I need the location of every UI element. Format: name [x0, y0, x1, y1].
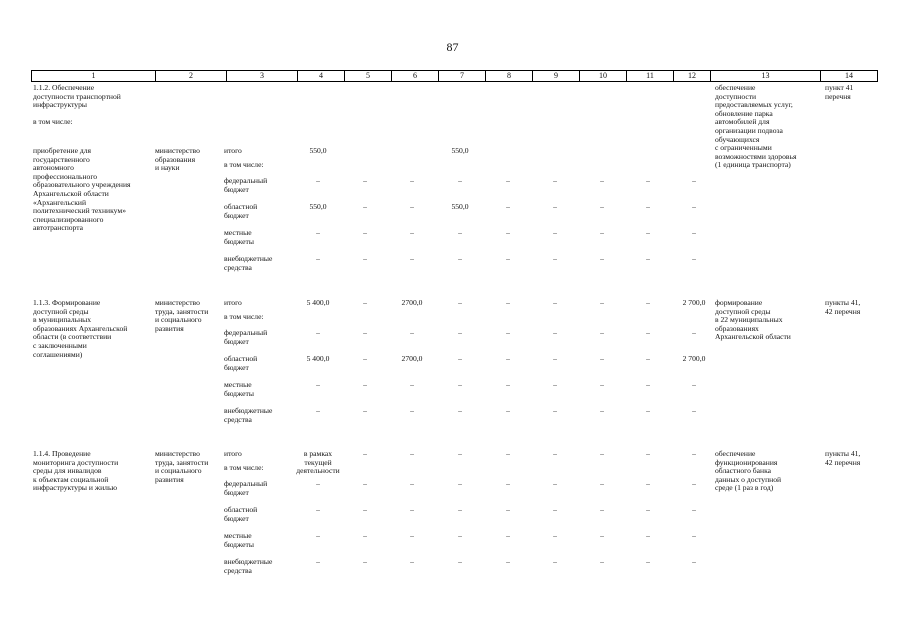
funding-value-col12: –	[692, 449, 696, 458]
funding-value-col9: –	[553, 406, 557, 415]
funding-value-col4: в рамках текущей деятельности	[296, 449, 340, 476]
funding-value-col11: –	[646, 449, 650, 458]
col-header-12: 12	[673, 71, 710, 81]
row-ref-1-1-3: пункты 41, 42 перечня	[825, 298, 861, 316]
funding-value-col11: –	[646, 557, 650, 566]
funding-value-col8: –	[506, 380, 510, 389]
row-name-subitem: приобретение для государственного автономного профессионального образовательного учреждения Архангельской области «Архангельский политехнический техникум» специализированного автотранспорта	[33, 146, 131, 233]
funding-value-col10: –	[600, 298, 604, 307]
funding-value-col4: 550,0	[309, 146, 327, 155]
funding-value-col10: –	[600, 380, 604, 389]
funding-value-col6: –	[410, 202, 414, 211]
col-header-9: 9	[532, 71, 579, 81]
funding-line-label: внебюджетные средства	[224, 254, 273, 272]
funding-value-col7: 550,0	[451, 202, 469, 211]
funding-value-col6: –	[410, 254, 414, 263]
funding-value-col10: –	[600, 254, 604, 263]
funding-line-label: местные бюджеты	[224, 228, 254, 246]
funding-value-col8: –	[506, 406, 510, 415]
funding-value-col5: –	[363, 176, 367, 185]
funding-value-col5: –	[363, 328, 367, 337]
funding-value-col6: –	[410, 176, 414, 185]
funding-value-col10: –	[600, 505, 604, 514]
funding-value-col9: –	[553, 354, 557, 363]
funding-value-col11: –	[646, 298, 650, 307]
funding-line-label: местные бюджеты	[224, 380, 254, 398]
funding-value-col9: –	[553, 479, 557, 488]
col-header-2: 2	[155, 71, 226, 81]
funding-value-col8: –	[506, 328, 510, 337]
funding-value-col9: –	[553, 228, 557, 237]
col-header-7: 7	[438, 71, 485, 81]
row-result-1-1-3: формирование доступной среды в 22 муниципальных образованиях Архангельской области	[715, 298, 791, 342]
row-ref-1-1-2: пункт 41 перечня	[825, 83, 854, 101]
funding-line-label: федеральный бюджет	[224, 176, 268, 194]
row-name-1-1-3: 1.1.3. Формирование доступной среды в муниципальных образованиях Архангельской области (в соответствии с заключенными соглашениями)	[33, 298, 128, 359]
funding-value-col10: –	[600, 479, 604, 488]
funding-line-label: итого	[224, 146, 242, 155]
funding-value-col6: –	[410, 380, 414, 389]
row-executor-1-1-3: министерство труда, занятости и социального развития	[155, 298, 209, 333]
funding-value-col11: –	[646, 202, 650, 211]
funding-value-col9: –	[553, 380, 557, 389]
funding-value-col5: –	[363, 380, 367, 389]
funding-value-col4: –	[316, 380, 320, 389]
funding-value-col8: –	[506, 202, 510, 211]
funding-value-col5: –	[363, 449, 367, 458]
funding-value-col10: –	[600, 406, 604, 415]
funding-value-col6: –	[410, 505, 414, 514]
funding-value-col9: –	[553, 202, 557, 211]
funding-value-col7: –	[458, 531, 462, 540]
funding-value-col7: –	[458, 228, 462, 237]
column-header-row	[31, 70, 878, 82]
col-header-11: 11	[626, 71, 673, 81]
funding-value-col8: –	[506, 254, 510, 263]
funding-value-col6: –	[410, 479, 414, 488]
funding-value-col7: –	[458, 380, 462, 389]
funding-value-col5: –	[363, 479, 367, 488]
funding-value-col5: –	[363, 505, 367, 514]
funding-line-label: итого	[224, 298, 242, 307]
funding-value-col4: –	[316, 228, 320, 237]
funding-line-label: местные бюджеты	[224, 531, 254, 549]
funding-line-label: в том числе:	[224, 463, 264, 472]
row-name-1-1-4: 1.1.4. Проведение мониторинга доступности среды для инвалидов к объектам социальной инфраструктуры и жилью	[33, 449, 119, 493]
row-name-1-1-2: 1.1.2. Обеспечение доступности транспортной инфраструктуры в том числе:	[33, 83, 121, 127]
funding-value-col10: –	[600, 228, 604, 237]
funding-value-col8: –	[506, 298, 510, 307]
funding-value-col5: –	[363, 298, 367, 307]
funding-value-col8: –	[506, 449, 510, 458]
funding-value-col6: –	[410, 406, 414, 415]
funding-value-col6: –	[410, 449, 414, 458]
funding-value-col11: –	[646, 531, 650, 540]
funding-value-col10: –	[600, 557, 604, 566]
funding-value-col6: –	[410, 228, 414, 237]
funding-value-col4: –	[316, 176, 320, 185]
col-header-8: 8	[485, 71, 532, 81]
funding-value-col12: –	[692, 202, 696, 211]
funding-value-col6: –	[410, 531, 414, 540]
funding-value-col12: –	[692, 176, 696, 185]
funding-value-col4: –	[316, 505, 320, 514]
funding-value-col7: –	[458, 298, 462, 307]
row-ref-1-1-4: пункты 41, 42 перечня	[825, 449, 861, 467]
funding-value-col6: –	[410, 557, 414, 566]
col-header-4: 4	[297, 71, 344, 81]
funding-value-col7: –	[458, 254, 462, 263]
funding-value-col5: –	[363, 228, 367, 237]
funding-value-col12: –	[692, 228, 696, 237]
funding-value-col8: –	[506, 479, 510, 488]
funding-line-label: федеральный бюджет	[224, 479, 268, 497]
funding-value-col8: –	[506, 228, 510, 237]
funding-value-col9: –	[553, 298, 557, 307]
funding-value-col4: 5 400,0	[306, 354, 330, 363]
row-executor-1-1-4: министерство труда, занятости и социального развития	[155, 449, 209, 484]
funding-value-col4: 5 400,0	[306, 298, 330, 307]
funding-value-col4: 550,0	[309, 202, 327, 211]
funding-value-col7: –	[458, 354, 462, 363]
funding-value-col10: –	[600, 354, 604, 363]
funding-value-col12: 2 700,0	[682, 298, 706, 307]
funding-value-col5: –	[363, 557, 367, 566]
col-header-13: 13	[710, 71, 820, 81]
funding-value-col10: –	[600, 328, 604, 337]
funding-value-col7: –	[458, 479, 462, 488]
funding-value-col11: –	[646, 479, 650, 488]
funding-value-col9: –	[553, 328, 557, 337]
funding-value-col7: 550,0	[451, 146, 469, 155]
funding-value-col11: –	[646, 176, 650, 185]
funding-value-col4: –	[316, 254, 320, 263]
funding-value-col4: –	[316, 328, 320, 337]
funding-line-label: внебюджетные средства	[224, 406, 273, 424]
funding-line-label: областной бюджет	[224, 202, 258, 220]
funding-line-label: в том числе:	[224, 160, 264, 169]
funding-value-col10: –	[600, 531, 604, 540]
row-result-1-1-2: обеспечение доступности предоставляемых услуг, обновление парка автомобилей для организации подвоза обучающихся с ограниченными возможностями здоровья (1 единица транспорта)	[715, 83, 797, 170]
funding-value-col9: –	[553, 254, 557, 263]
funding-value-col7: –	[458, 449, 462, 458]
funding-value-col7: –	[458, 406, 462, 415]
funding-value-col7: –	[458, 328, 462, 337]
funding-value-col5: –	[363, 354, 367, 363]
funding-line-label: внебюджетные средства	[224, 557, 273, 575]
funding-value-col12: –	[692, 479, 696, 488]
funding-value-col11: –	[646, 505, 650, 514]
funding-value-col11: –	[646, 254, 650, 263]
funding-line-label: итого	[224, 449, 242, 458]
funding-value-col5: –	[363, 531, 367, 540]
funding-value-col7: –	[458, 557, 462, 566]
funding-value-col5: –	[363, 406, 367, 415]
funding-value-col8: –	[506, 176, 510, 185]
funding-value-col10: –	[600, 449, 604, 458]
funding-value-col6: 2700,0	[401, 354, 423, 363]
row-result-1-1-4: обеспечение функционирования областного банка данных о доступной среде (1 раз в год)	[715, 449, 782, 493]
funding-value-col5: –	[363, 254, 367, 263]
col-header-5: 5	[344, 71, 391, 81]
funding-value-col9: –	[553, 505, 557, 514]
funding-value-col12: –	[692, 505, 696, 514]
funding-value-col11: –	[646, 228, 650, 237]
funding-line-label: областной бюджет	[224, 354, 258, 372]
funding-value-col12: –	[692, 557, 696, 566]
funding-value-col11: –	[646, 406, 650, 415]
funding-value-col8: –	[506, 531, 510, 540]
funding-value-col12: –	[692, 254, 696, 263]
funding-value-col6: 2700,0	[401, 298, 423, 307]
col-header-14: 14	[820, 71, 877, 81]
col-header-3: 3	[226, 71, 297, 81]
funding-value-col10: –	[600, 202, 604, 211]
page-number: 87	[446, 40, 459, 54]
funding-value-col9: –	[553, 531, 557, 540]
funding-line-label: федеральный бюджет	[224, 328, 268, 346]
funding-value-col8: –	[506, 505, 510, 514]
funding-line-label: областной бюджет	[224, 505, 258, 523]
funding-value-col4: –	[316, 531, 320, 540]
funding-value-col4: –	[316, 479, 320, 488]
col-header-6: 6	[391, 71, 438, 81]
funding-value-col7: –	[458, 176, 462, 185]
funding-value-col6: –	[410, 328, 414, 337]
funding-value-col11: –	[646, 354, 650, 363]
col-header-10: 10	[579, 71, 626, 81]
funding-value-col11: –	[646, 380, 650, 389]
col-header-1: 1	[91, 71, 96, 80]
funding-value-col12: 2 700,0	[682, 354, 706, 363]
row-executor-subitem: министерство образования и науки	[155, 146, 200, 173]
funding-value-col9: –	[553, 557, 557, 566]
funding-value-col9: –	[553, 176, 557, 185]
funding-value-col10: –	[600, 176, 604, 185]
funding-value-col4: –	[316, 557, 320, 566]
funding-value-col12: –	[692, 328, 696, 337]
funding-value-col11: –	[646, 328, 650, 337]
funding-value-col5: –	[363, 202, 367, 211]
funding-value-col8: –	[506, 354, 510, 363]
funding-value-col9: –	[553, 449, 557, 458]
funding-value-col12: –	[692, 380, 696, 389]
funding-value-col7: –	[458, 505, 462, 514]
funding-value-col12: –	[692, 531, 696, 540]
funding-line-label: в том числе:	[224, 312, 264, 321]
funding-value-col12: –	[692, 406, 696, 415]
funding-value-col4: –	[316, 406, 320, 415]
funding-value-col8: –	[506, 557, 510, 566]
